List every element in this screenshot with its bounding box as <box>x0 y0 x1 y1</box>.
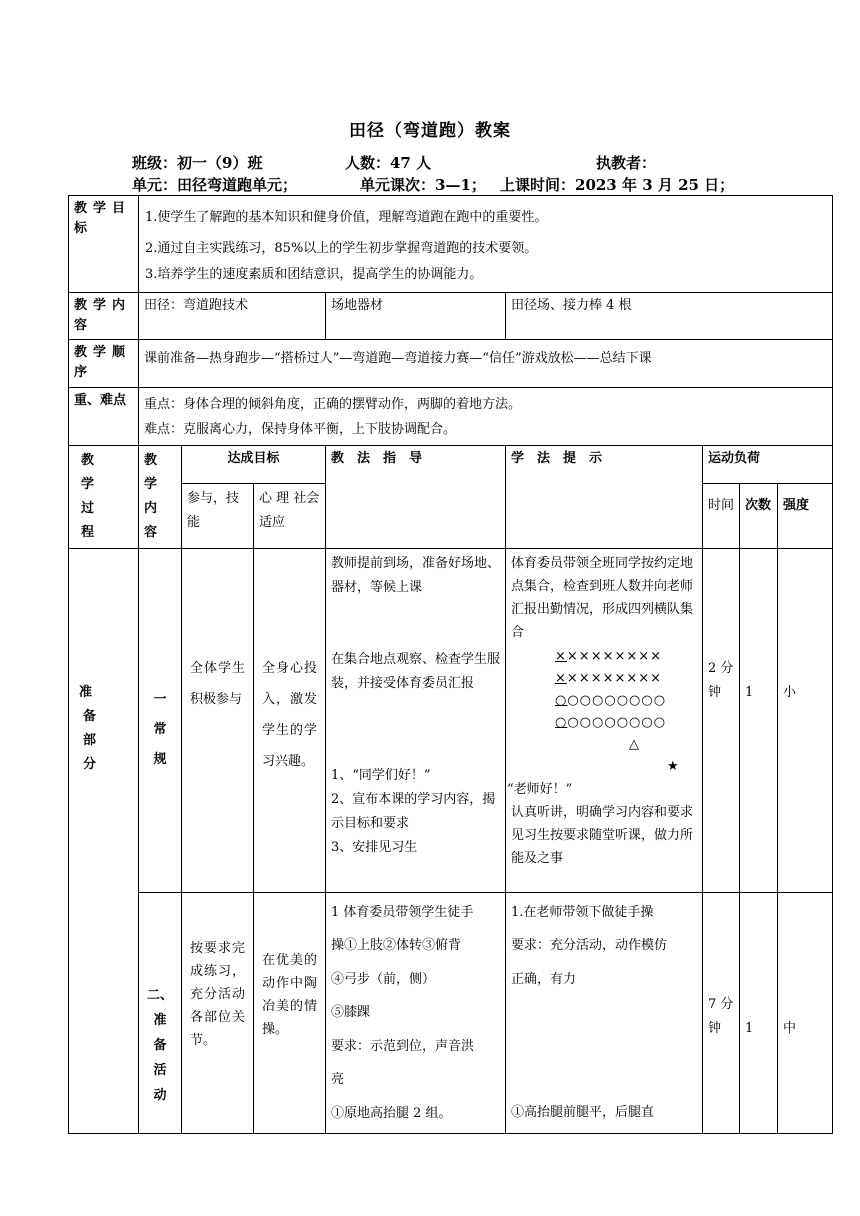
warmup-goal-social: 在优美的动作中陶冶美的情操。 <box>254 892 326 1134</box>
key-label: 重、难点 <box>69 387 139 445</box>
page-title: 田径（弯道跑）教案 <box>349 121 511 141</box>
routine-name <box>139 548 182 892</box>
routine-intensity: 小 <box>778 548 833 892</box>
routine-method-item: 3、安排见习生 <box>331 839 418 855</box>
warmup-intensity: 中 <box>778 892 833 1134</box>
routine-hint <box>506 548 703 892</box>
warmup-method-item: 亮 <box>331 1072 345 1088</box>
teacher-info: 执教者： <box>596 154 657 172</box>
warmup-hint <box>506 892 703 1134</box>
formation-row <box>555 690 698 712</box>
header-goal-social: 心 理 社会适应 <box>254 484 326 549</box>
formation-members: ×××××××× <box>566 670 663 686</box>
formation-row <box>555 712 698 734</box>
header-process <box>69 445 139 548</box>
student-count: 人数：47 人 <box>345 154 432 172</box>
header-char: 内 <box>144 500 158 516</box>
goals-cell <box>139 196 833 293</box>
class-info: 班级：初一（9）班 <box>132 154 263 172</box>
formation-leader: × <box>555 670 567 686</box>
routine-times: 1 <box>740 548 778 892</box>
routine-hint-item: 认真听讲，明确学习内容和要求 <box>511 804 694 820</box>
goal-item: 2.通过自主实践练习，85%以上的学生初步掌握弯道跑的技术要领。 <box>145 241 538 256</box>
goals-label: 教学目标 <box>69 196 139 293</box>
warmup-char: 二、 <box>146 987 173 1003</box>
section-prep <box>69 548 139 1134</box>
formation-members: ○○○○○○○○ <box>567 714 667 730</box>
formation-row <box>555 646 698 668</box>
header-method: 教 法 指 导 <box>326 445 506 548</box>
lesson-info: 单元课次：3—1； <box>360 176 486 194</box>
unit-info: 单元：田径弯道跑单元； <box>132 176 298 194</box>
header-char: 学 <box>144 476 158 492</box>
warmup-time: 7 分钟 <box>703 892 740 1134</box>
content-row <box>69 293 833 340</box>
header-row <box>69 445 833 483</box>
section-char: 备 <box>83 708 97 724</box>
formation-leader: ○ <box>555 692 568 708</box>
routine-method <box>326 548 506 892</box>
header-intensity: 强度 <box>778 484 833 549</box>
teacher-triangle-icon: △ <box>629 736 640 752</box>
goal-item: 3.培养学生的速度素质和团结意识，提高学生的协调能力。 <box>145 267 483 282</box>
formation-row <box>555 668 698 690</box>
header-load: 运动负荷 <box>703 445 833 483</box>
lesson-plan-table <box>68 195 833 1134</box>
content-topic: 田径：弯道跑技术 <box>139 293 326 340</box>
sequence-row <box>69 340 833 387</box>
goal-item: 1.使学生了解跑的基本知识和健身价值，理解弯道跑在跑中的重要性。 <box>145 210 548 225</box>
routine-row <box>69 548 833 892</box>
content-label: 教学内容 <box>69 293 139 340</box>
header-goal-skill: 参与，技能 <box>182 484 254 549</box>
warmup-method <box>326 892 506 1134</box>
header-time: 时间 <box>703 484 740 549</box>
formation-leader: × <box>555 648 567 664</box>
venue-label: 场地器材 <box>326 293 506 340</box>
warmup-method-item: ⑤膝踝 <box>331 1005 371 1021</box>
header-char: 学 <box>81 476 95 492</box>
sequence-text: 课前准备—热身跑步—“搭桥过人”—弯道跑—弯道接力赛—“信任”游戏放松——总结下课 <box>139 340 833 387</box>
header-times: 次数 <box>740 484 778 549</box>
date-info: 上课时间：2023 年 3 月 25 日； <box>500 176 735 194</box>
routine-method-b: 在集合地点观察、检查学生服装，并接受体育委员汇报 <box>331 651 501 691</box>
header-char: 容 <box>144 524 158 540</box>
warmup-method-item: ①原地高抬腿 2 组。 <box>331 1105 452 1121</box>
section-char: 部 <box>83 732 97 748</box>
key-difficulty: 难点：克服离心力，保持身体平衡，上下肢协调配合。 <box>144 421 457 437</box>
routine-time: 2 分钟 <box>703 548 740 892</box>
warmup-hint-item: 1.在老师带领下做徒手操 <box>511 904 654 920</box>
sequence-label: 教学顺序 <box>69 340 139 387</box>
header-goal: 达成目标 <box>182 445 326 483</box>
header-char: 教 <box>144 452 158 468</box>
section-char: 准 <box>79 684 93 700</box>
warmup-row <box>69 892 833 1134</box>
warmup-method-item: 要求：示范到位，声音洪 <box>331 1038 475 1054</box>
section-char: 分 <box>83 756 97 772</box>
routine-goal-skill: 全体学生积极参与 <box>182 548 254 892</box>
routine-method-item: 2、宣布本课的学习内容，揭示目标和要求 <box>331 791 496 831</box>
key-focus: 重点：身体合理的倾斜角度，正确的摆臂动作，两脚的着地方法。 <box>144 396 522 412</box>
warmup-times: 1 <box>740 892 778 1134</box>
header-content <box>139 445 182 548</box>
warmup-name <box>139 892 182 1134</box>
warmup-method-item: 操①上肢②体转③俯背 <box>331 938 462 954</box>
warmup-goal-skill: 按要求完成练习，充分活动各部位关节。 <box>182 892 254 1134</box>
warmup-method-item: 1 体育委员带领学生徒手 <box>331 904 474 920</box>
routine-hint-a: 体育委员带领全班同学按约定地点集合，检查到班人数并向老师汇报出勤情况，形成四列横队集合 <box>511 555 694 640</box>
routine-char: 一 <box>153 691 167 707</box>
warmup-char: 动 <box>153 1087 167 1103</box>
formation-members: ×××××××× <box>566 648 663 664</box>
routine-char: 规 <box>153 751 167 767</box>
star-icon: ★ <box>667 758 680 774</box>
warmup-char: 活 <box>153 1062 167 1078</box>
formation-members: ○○○○○○○○ <box>567 692 667 708</box>
routine-hint-item: “老师好！” <box>507 781 573 797</box>
header-hint: 学 法 提 示 <box>506 445 703 548</box>
routine-method-item: 1、“同学们好！” <box>331 767 431 783</box>
routine-char: 常 <box>153 721 167 737</box>
goals-row <box>69 196 833 293</box>
routine-hint-item: 见习生按要求随堂听课，做力所能及之事 <box>511 827 694 866</box>
formation-leader: ○ <box>555 714 568 730</box>
header-char: 程 <box>81 524 95 540</box>
formation-diagram <box>511 646 698 778</box>
venue-value: 田径场、接力棒 4 根 <box>506 293 833 340</box>
routine-goal-social: 全身心投入，激发学生的学习兴趣。 <box>254 548 326 892</box>
header-char: 过 <box>81 500 95 516</box>
warmup-char: 备 <box>153 1037 167 1053</box>
warmup-hint-item: 要求：充分活动，动作模仿 <box>511 938 668 954</box>
key-row <box>69 387 833 445</box>
routine-method-a: 教师提前到场，准备好场地、器材，等候上课 <box>331 555 501 595</box>
warmup-method-item: ④弓步（前，侧） <box>331 971 436 987</box>
warmup-hint-item: ①高抬腿前腿平，后腿直 <box>511 1105 655 1121</box>
key-cell <box>139 387 833 445</box>
warmup-char: 准 <box>153 1012 167 1028</box>
warmup-hint-item: 正确，有力 <box>511 971 577 987</box>
header-char: 教 <box>81 452 95 468</box>
